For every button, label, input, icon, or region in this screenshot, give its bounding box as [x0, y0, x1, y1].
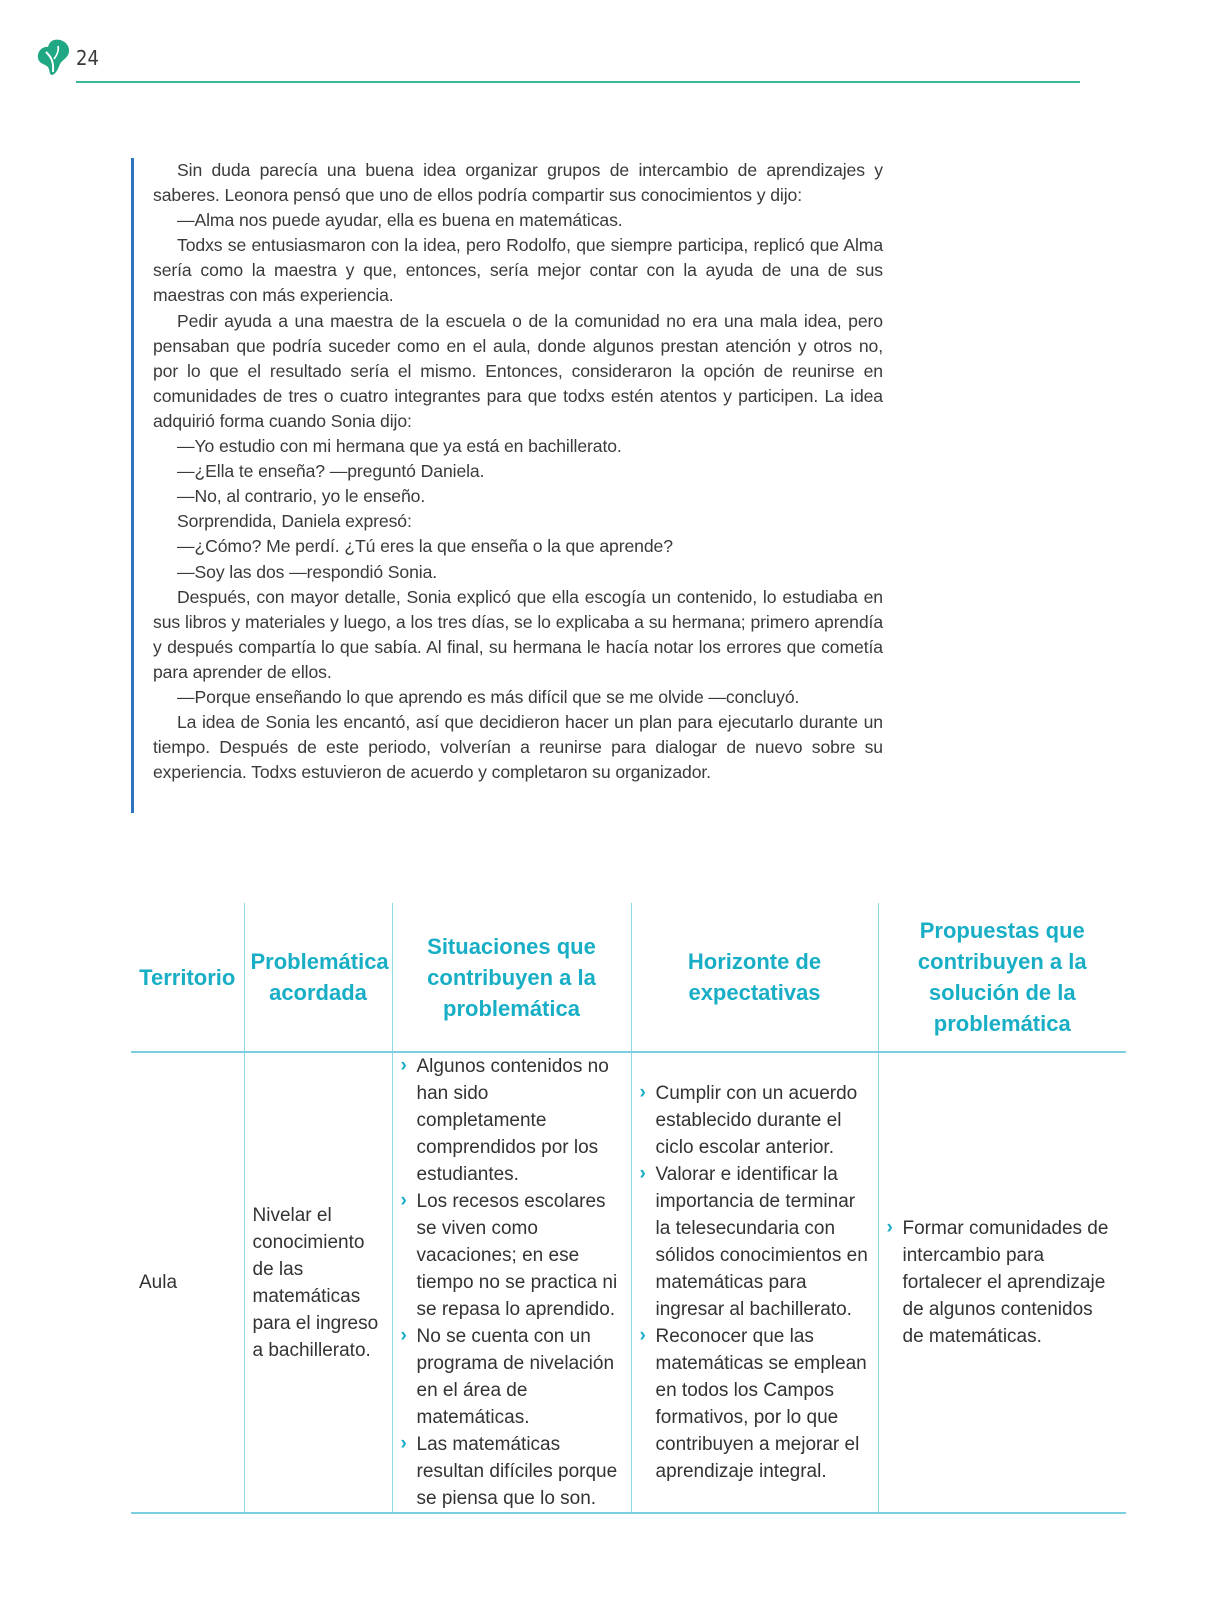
story-paragraph: —No, al contrario, yo le enseño.: [177, 486, 426, 507]
list-item: › Las matemáticas resultan difíciles porque se piensa que lo son.: [417, 1431, 623, 1512]
page-number: 24: [76, 46, 99, 70]
header-propuestas: Propuestas que contribuyen a la solución de la problemática: [878, 903, 1126, 1052]
story-paragraph: —Porque enseñando lo que aprendo es más difícil que se me olvide —concluyó.: [177, 686, 800, 707]
story-paragraph: Todxs se entusiasmaron con la idea, pero Rodolfo, que siempre participa, replicó que Alma sería como la maestra y que, entonces, sería mejor contar con la ayuda de una de sus maestras con más experiencia.: [153, 235, 883, 306]
story-paragraph: —Soy las dos —respondió Sonia.: [177, 561, 438, 582]
story-paragraph: —¿Cómo? Me perdí. ¿Tú eres la que enseña o la que aprende?: [177, 536, 673, 557]
list-item: › Reconocer que las matemáticas se emplean en todos los Campos formativos, por lo que contribuyen a mejorar el aprendizaje integral.: [656, 1323, 870, 1485]
story-paragraph: —Alma nos puede ayudar, ella es buena en matemáticas.: [177, 210, 623, 231]
story-paragraph: Después, con mayor detalle, Sonia explicó que ella escogía un contenido, lo estudiaba en sus libros y materiales y luego, a los tres días, se lo explicaba a su hermana; primero aprendía y después compartía lo que sabía. Al final, su hermana le hacía notar los errores que cometía para aprender de ellos.: [153, 586, 883, 682]
cell-horizonte: [631, 1052, 878, 1513]
list-item: › Formar comunidades de intercambio para fortalecer el aprendizaje de algunos contenidos de matemáticas.: [903, 1215, 1119, 1350]
header-problematica: Problemática acordada: [244, 903, 392, 1052]
leaf-logo-icon: [36, 38, 72, 76]
header-horizonte: Horizonte de expectativas: [631, 903, 878, 1052]
header-situaciones: Situaciones que contribuyen a la problemática: [392, 903, 631, 1052]
story-paragraph: La idea de Sonia les encantó, así que decidieron hacer un plan para ejecutarlo durante un tiempo. Después de este periodo, volverían a reunirse para dialogar de nuevo sobre su experiencia. Todxs estuvieron de acuerdo y completaron su organizador.: [153, 712, 883, 783]
list-item: › Valorar e identificar la importancia de terminar la telesecundaria con sólidos conocimientos en matemáticas para ingresar al bachillerato.: [656, 1161, 870, 1323]
cell-territorio: Aula: [131, 1052, 244, 1513]
list-item: › Los recesos escolares se viven como vacaciones; en ese tiempo no se practica ni se repasa lo aprendido.: [417, 1188, 623, 1323]
table-row: [131, 1052, 1126, 1513]
header-rule: [76, 81, 1080, 83]
header-territorio: Territorio: [131, 903, 244, 1052]
organizer-table: [131, 903, 1126, 1514]
propuestas-list: [887, 1215, 1119, 1350]
cell-situaciones: [392, 1052, 631, 1513]
cell-problematica: Nivelar el conocimiento de las matemáticas para el ingreso a bachillerato.: [244, 1052, 392, 1513]
cell-propuestas: [878, 1052, 1126, 1513]
page-header: [36, 38, 1080, 84]
story-paragraph: Sorprendida, Daniela expresó:: [177, 511, 412, 532]
story-paragraph: —Yo estudio con mi hermana que ya está en bachillerato.: [177, 436, 622, 457]
situaciones-list: [401, 1053, 623, 1512]
horizonte-list: [640, 1080, 870, 1485]
list-item: › No se cuenta con un programa de nivelación en el área de matemáticas.: [417, 1323, 623, 1431]
story-text-block: [131, 158, 883, 813]
list-item: › Algunos contenidos no han sido completamente comprendidos por los estudiantes.: [417, 1053, 623, 1188]
story-paragraph: Pedir ayuda a una maestra de la escuela o de la comunidad no era una mala idea, pero pensaban que podría suceder como en el aula, donde algunos prestan atención y otros no, por lo que el resultado sería el mismo. Entonces, consideraron la opción de reunirse en comunidades de tres o cuatro integrantes para que todxs estén atentos y participen. La idea adquirió forma cuando Sonia dijo:: [153, 310, 883, 431]
list-item: › Cumplir con un acuerdo establecido durante el ciclo escolar anterior.: [656, 1080, 870, 1161]
story-paragraph: —¿Ella te enseña? —preguntó Daniela.: [177, 461, 485, 482]
story-paragraph: Sin duda parecía una buena idea organizar grupos de intercambio de aprendizajes y saberes. Leonora pensó que uno de ellos podría compartir sus conocimientos y dijo:: [153, 160, 883, 206]
table-header-row: [131, 903, 1126, 1052]
